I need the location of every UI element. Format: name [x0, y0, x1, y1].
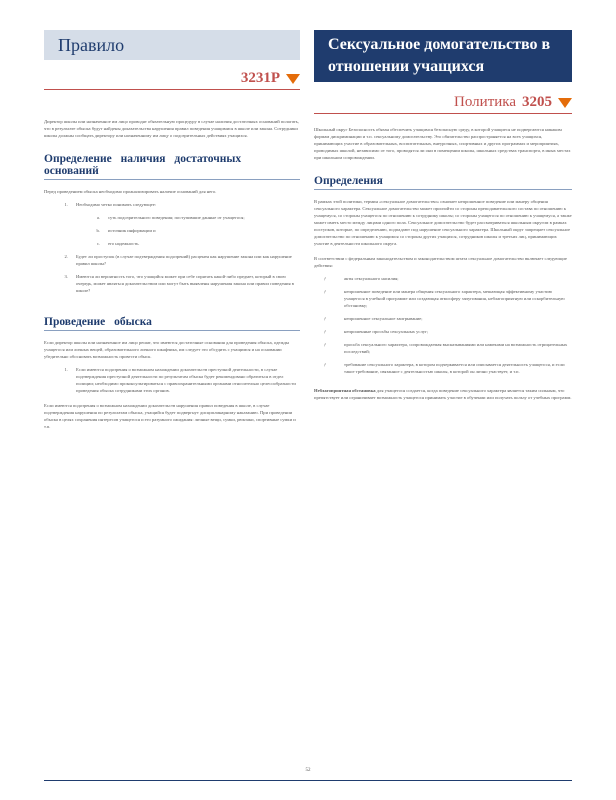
rule-intro: Директор школы или назначенное им лицо проводят обязательную процедуру в случае наличия достаточных оснований полагать, что в результате обыска будут найдены доказательства нарушения правил поведения учащимися в школе или закона. Сотрудники школы должны сообщать директору или назначенному им лицу о подозрительных действиях учащихся.	[44, 119, 299, 138]
section-title-grounds: Определение наличия достаточных оснований	[44, 153, 300, 180]
bullet-icon: ƒ	[324, 276, 327, 281]
bullet-icon: ƒ	[324, 329, 327, 334]
section-outro-search: Если имеются подозрения о возможном нахождении доказательств нарушения правил поведения в школе, в случае подтверждения нарушения по результатам обыска, учащийся будет подвергнут дисциплинарному наказанию. При проведении обыска в целях сохранения интересов учащегося и его разумного ожидания: личные вещи, сумки, рюкзаки, спортивные сумки и т.п.	[44, 403, 296, 429]
list-item: b. источник информации и	[96, 228, 156, 233]
policy-code-row	[314, 94, 572, 111]
policy-code: 3205	[522, 94, 552, 110]
list-item: 3. Имеются ли вероятность того, что учащийся может при себе спрятать какой-либо предмет, который в свою очередь, может являться доказательством или могут быть выявлены нарушения закона или правил поведения в школе?	[64, 274, 294, 293]
section-intro-grounds: Перед проведением обыска необходимо проанализировать наличие оснований для него.	[44, 189, 217, 194]
list-item: ƒ непрошенные просьбы сексуальных услуг;	[314, 328, 572, 335]
list-item: 1. Необходимо четко понимать следующее:	[64, 202, 157, 207]
left-column	[44, 30, 300, 430]
rule-title: Правило	[58, 34, 125, 55]
divider	[314, 113, 572, 114]
rule-header	[44, 30, 300, 60]
hostile-title: Неблагоприятная обстановка	[314, 388, 376, 393]
list-item: ƒ просьба сексуального характера, сопровождаемая высказываниями или намеками на возможность отрицательных последствий;	[314, 341, 572, 355]
rule-code: 3231Р	[240, 70, 280, 86]
section-intro-search: Если директор школы или назначенное им лицо решат, что имеются достаточные основания для проведения обыска, одежды учащегося или личных вещей, образовательного личного шкафчика, им следует это обсудить с учащимся и на основании убедительно обосновать возможность провести обыск.	[44, 340, 290, 359]
policy-intro: Школьный округ Безопасность обязан обеспечить учащимся безопасную среду, в которой учащиеся не подвергаются никаким формам дискриминации и т.п. сексуальному домогательству. Это обязательство распространяется на всех учащихся, принимающих участие в образовательных, воспитательных, внеурочных, спортивных и других программах и мероприятиях, проводимых школой, независимо от того, проводятся ли они в помещении школы, школьных средствах транспорта, в иных местах при школьном сопровождении.	[314, 127, 571, 160]
triangle-down-icon	[286, 74, 300, 84]
divider	[44, 89, 300, 90]
list-item: c. его надежность.	[96, 241, 140, 246]
policy-header	[314, 30, 572, 82]
hostile-text: для учащегося создается, когда поведение сексуального характера является таким сильным, что препятствует или ограничивает возможность учащегося принимать участие в обучении или получать пользу от учебных программ.	[314, 388, 572, 400]
bullet-icon: ƒ	[324, 289, 327, 294]
list-item: ƒ требование сексуального характера, в котором подчеркивается или описывается деятельность учащегося, и если такое требование, связанное с деятельностью школы, в которой он лично участвует, и т.п.	[314, 361, 572, 375]
right-column	[314, 30, 572, 401]
section-title-search: Проведение обыска	[44, 316, 300, 331]
definitions-paragraph: В рамках этой политики, термин «сексуальное домогательство» означает непрошенное поведение или манеру общения сексуального характера. Сексуальное домогательство может произойти со стороны преподавательского состава по отношению к учащемуся, со стороны учащегося по отношению к сотруднику школы; со стороны учащегося по отношению к учащемуся, а также может иметь место между лицами одного пола. Сексуальное домогательство будет рассматриваться школьным округом в рамках поступков, которые, по определению, подпадают под нарушение сексуального характера. Школьный округ запрещает сексуальное домогательство по отношению к учащимся со стороны других учащихся, сотрудников школы и третьих лиц, принимающих участие в деятельности школьного округа.	[314, 199, 572, 246]
page-number: 52	[305, 768, 311, 773]
hostile-paragraph	[314, 387, 572, 401]
bullet-icon: ƒ	[324, 362, 327, 367]
triangle-down-icon	[558, 98, 572, 108]
search-list	[44, 366, 300, 394]
footer-divider	[44, 780, 572, 781]
harassment-list	[314, 275, 572, 375]
policy-title: Сексуальное домогательство в отношении учащихся	[328, 36, 551, 75]
list-item: ƒ непрошенное сексуальное заигрывание;	[314, 315, 572, 322]
section-title-definitions: Определения	[314, 175, 572, 190]
list-item: a. суть подозрительного поведения; поступившие данные от учащегося;	[96, 215, 245, 220]
list-item: 2. Будет ли проступок (в случае подтверждения подозрений) расценен как нарушение закона или как нарушение правил школы?	[64, 254, 292, 266]
bullet-icon: ƒ	[324, 316, 327, 321]
list-item: 1. Если имеются подозрения о возможном нахождении доказательств преступной деятельности, в случае подтверждения преступной деятельности по результатам обыска будет рекомендовано обратиться в отдел полиции; необходимо проконсультироваться с правоохранительными органами относительно целесообразности проведения обыска сотрудниками этих органов.	[64, 367, 296, 393]
definitions-lead: В соответствии с федеральным законодательством и законодательством штата сексуальное домогательство включает следующие действия:	[314, 256, 567, 268]
list-item: ƒ непрошенное поведение или манера общения сексуального характера, мешающая эффективному участию учащегося в учебной программе или создающая атмосферу запугивания, неблагоприятную или оскорбительную обстановку;	[314, 288, 572, 309]
rule-code-row	[44, 70, 300, 87]
bullet-icon: ƒ	[324, 342, 327, 347]
grounds-list	[44, 201, 300, 294]
policy-label: Политика	[454, 94, 516, 110]
list-item: ƒ акты сексуального насилия;	[314, 275, 572, 282]
